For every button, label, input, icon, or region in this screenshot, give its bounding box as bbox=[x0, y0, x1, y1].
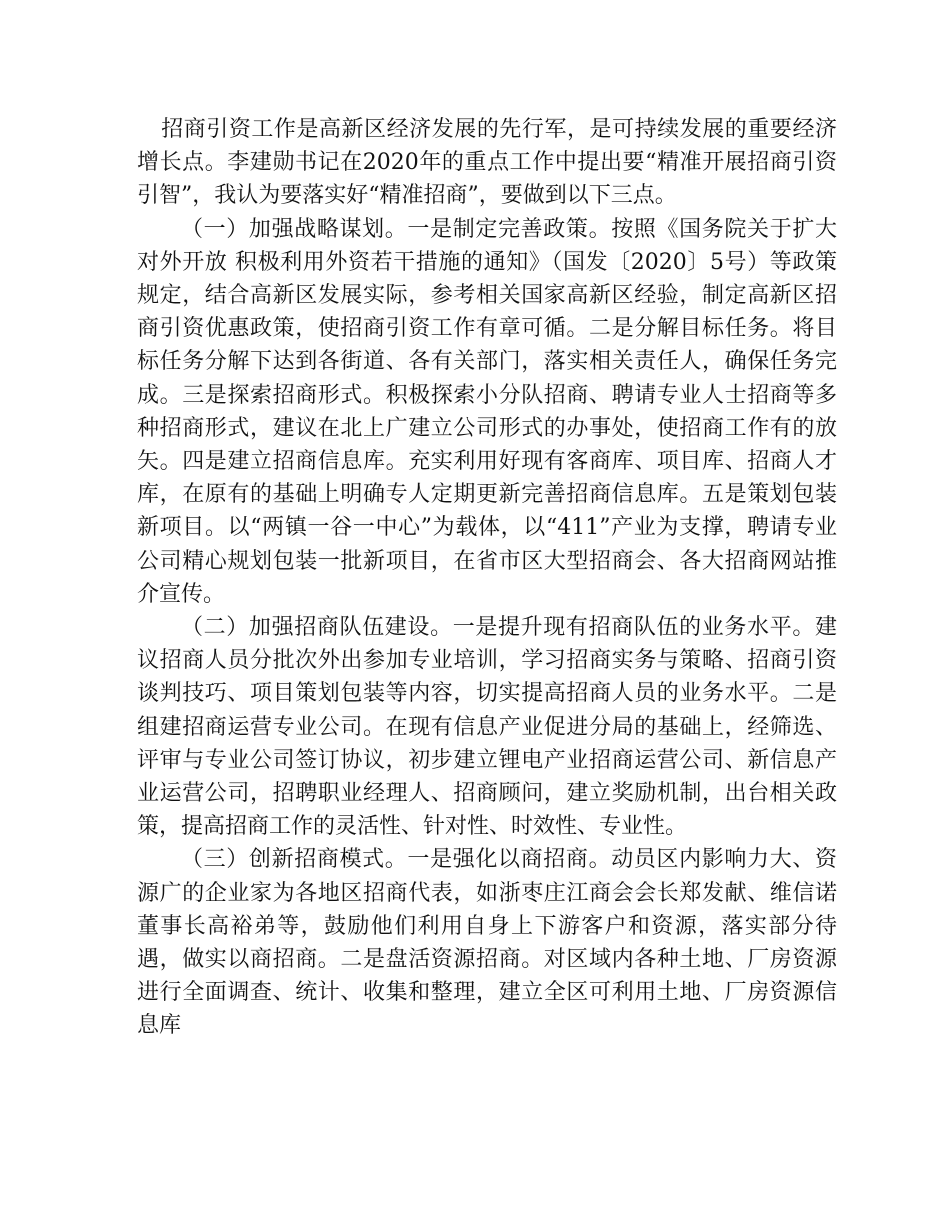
section-three-paragraph: （三）创新招商模式。一是强化以商招商。动员区内影响力大、资源广的企业家为各地区招商代表，如浙枣庄江商会会长郑发献、维信诺董事长高裕弟等，鼓励他们利用自身上下游客户和资源，落实部分待遇，做实以商招商。二是盘活资源招商。对区域内各种土地、厂房资源进行全面调查、统计、收集和整理，建立全区可利用土地、厂房资源信息库 bbox=[137, 847, 837, 1039]
section-two-paragraph: （二）加强招商队伍建设。一是提升现有招商队伍的业务水平。建议招商人员分批次外出参加专业培训，学习招商实务与策略、招商引资谈判技巧、项目策划包装等内容，切实提高招商人员的业务水平。二是组建招商运营专业公司。在现有信息产业促进分局的基础上，经筛选、评审与专业公司签订协议，初步建立锂电产业招商运营公司、新信息产业运营公司，招聘职业经理人、招商顾问，建立奖励机制，出台相关政策，提高招商工作的灵活性、针对性、时效性、专业性。 bbox=[137, 615, 837, 840]
document-body bbox=[137, 113, 837, 1043]
section-one-paragraph: （一）加强战略谋划。一是制定完善政策。按照《国务院关于扩大对外开放 积极利用外资若干措施的通知》（国发〔2020〕5号）等政策规定，结合高新区发展实际，参考相关国家高新区经验，制定高新区招商引资优惠政策，使招商引资工作有章可循。二是分解目标任务。将目标任务分解下达到各街道、各有关部门，落实相关责任人，确保任务完成。三是探索招商形式。积极探索小分队招商、聘请专业人士招商等多种招商形式，建议在北上广建立公司形式的办事处，使招商工作有的放矢。四是建立招商信息库。充实利用好现有客商库、项目库、招商人才库，在原有的基础上明确专人定期更新完善招商信息库。五是策划包装新项目。以“两镇一谷一中心”为载体，以“411”产业为支撑，聘请专业公司精心规划包装一批新项目，在省市区大型招商会、各大招商网站推介宣传。 bbox=[137, 216, 837, 607]
intro-paragraph: 招商引资工作是高新区经济发展的先行军，是可持续发展的重要经济增长点。李建勋书记在2020年的重点工作中提出要“精准开展招商引资引智”，我认为要落实好“精准招商”，要做到以下三点。 bbox=[137, 117, 837, 209]
